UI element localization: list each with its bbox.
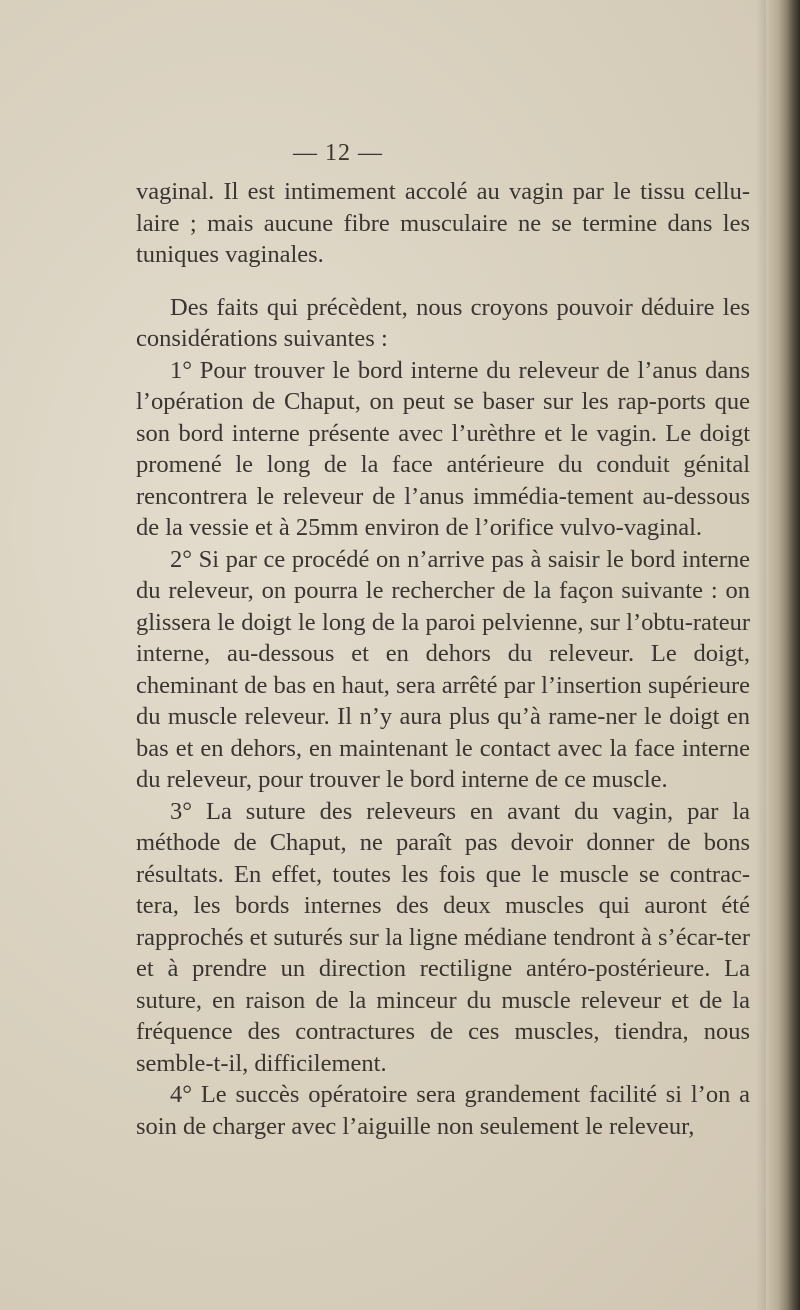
paragraph-continuation: vaginal. Il est intimement accolé au vagin par le tissu cellu-laire ; mais aucune fibre musculaire ne se termine dans les tuniques vaginales. bbox=[136, 178, 750, 268]
book-binding-edge bbox=[766, 0, 800, 1310]
paragraph-point-1: 1° Pour trouver le bord interne du releveur de l’anus dans l’opération de Chaput, on peut se baser sur les rap-ports que son bord interne présente avec l’urèthre et le vagin. Le doigt promené le long de la face antérieure du conduit génital rencontrera le releveur de l’anus immédia-tement au-dessous de la vessie et à 25mm environ de l’orifice vulvo-vaginal. bbox=[136, 356, 750, 541]
paragraph-considerations-intro: Des faits qui précèdent, nous croyons pouvoir déduire les considérations suivantes : bbox=[136, 293, 750, 352]
page-number: — 12 — bbox=[293, 140, 383, 166]
body-text bbox=[136, 176, 750, 1142]
paragraph-point-2: 2° Si par ce procédé on n’arrive pas à saisir le bord interne du releveur, on pourra le rechercher de la façon suivante : on glissera le doigt le long de la paroi pelvienne, sur l’obtu-rateur interne, au-dessous et en dehors du releveur. Le doigt, cheminant de bas en haut, sera arrêté par l’insertion supérieure du muscle releveur. Il n’y aura plus qu’à rame-ner le doigt en bas et en dehors, en maintenant le contact avec la face interne du releveur, pour trouver le bord interne de ce muscle. bbox=[136, 545, 750, 793]
paragraph-point-3: 3° La suture des releveurs en avant du vagin, par la méthode de Chaput, ne paraît pas devoir donner de bons résultats. En effet, toutes les fois que le muscle se contrac-tera, les bords internes des deux muscles qui auront été rapprochés et suturés sur la ligne médiane tendront à s’écar-ter et à prendre un direction rectiligne antéro-postérieure. La suture, en raison de la minceur du muscle releveur et de la fréquence des contractures de ces muscles, tiendra, nous semble-t-il, difficilement. bbox=[136, 797, 750, 1077]
paragraph-point-4: 4° Le succès opératoire sera grandement facilité si l’on a soin de charger avec l’aiguille non seulement le releveur, bbox=[136, 1081, 750, 1140]
